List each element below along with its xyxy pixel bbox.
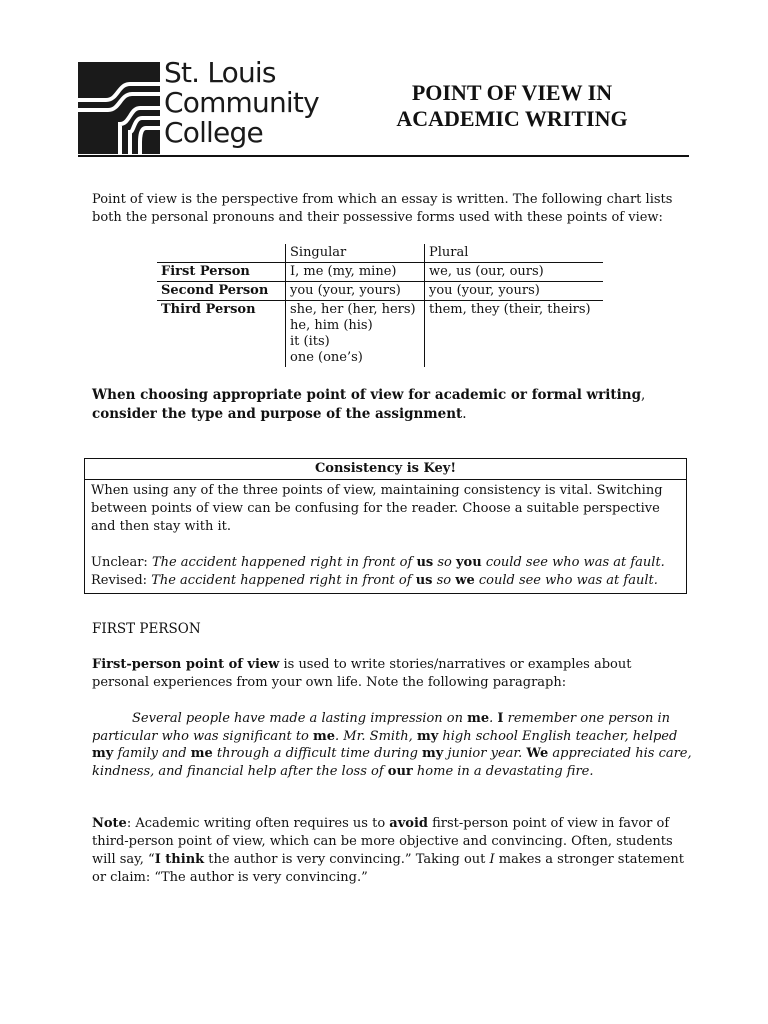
note-text: the author is very convincing.” Taking out bbox=[204, 852, 490, 867]
pronoun-line: one (one’s) bbox=[290, 350, 363, 365]
note-text: first-person point of view in favor of third-person point of view, which can be more objective and convincing. Often, students will say, “ bbox=[92, 816, 673, 867]
example-text: so bbox=[432, 573, 456, 588]
choosing-part-2: consider the type and purpose of the assignment bbox=[92, 406, 463, 422]
pronoun-line: he, him (his) bbox=[290, 318, 373, 333]
table-cell: them, they (their, theirs) bbox=[425, 301, 604, 368]
quote-text: appreciated his care, kindness, and financial help after the loss of bbox=[92, 746, 692, 779]
example-text: so bbox=[433, 555, 456, 570]
logo-line-2: Community bbox=[164, 86, 319, 119]
unclear-label: Unclear: bbox=[91, 555, 152, 570]
first-person-heading: FIRST PERSON bbox=[92, 621, 201, 637]
example-text: could see who was at fault. bbox=[474, 573, 658, 588]
table-row bbox=[157, 301, 603, 368]
intro-paragraph: Point of view is the perspective from which an essay is written. The following chart lists both the personal pronouns and their possessive forms used with these points of view: bbox=[92, 192, 673, 225]
table-cell: you (your, yours) bbox=[286, 282, 425, 301]
title-line-1: POINT OF VIEW IN bbox=[411, 80, 613, 105]
choosing-period: . bbox=[462, 406, 467, 422]
table-row bbox=[157, 282, 603, 301]
note-emphasis: avoid bbox=[389, 816, 428, 831]
consistency-box bbox=[84, 458, 687, 594]
note-text: makes a stronger statement or claim: “The author is very convincing.” bbox=[92, 852, 684, 885]
pronoun-line: it (its) bbox=[290, 334, 330, 349]
example-pronoun: us bbox=[415, 573, 433, 588]
quote-pronoun: my bbox=[92, 746, 114, 761]
table-cell: I, me (my, mine) bbox=[286, 263, 425, 282]
quote-pronoun: our bbox=[387, 763, 413, 779]
logo-line-3: College bbox=[164, 116, 263, 149]
quote-text: through a difficult time during bbox=[212, 746, 423, 761]
note-label: Note bbox=[92, 816, 127, 831]
table-header-cell: Singular bbox=[286, 244, 425, 263]
note-emphasis: I bbox=[489, 852, 495, 867]
table-header-row bbox=[157, 244, 603, 263]
quote-text: Several people have made a lasting impression on bbox=[132, 711, 468, 726]
table-row bbox=[157, 263, 603, 282]
table-cell: we, us (our, ours) bbox=[425, 263, 604, 282]
example-paragraph-text bbox=[92, 711, 692, 779]
consistency-body bbox=[85, 480, 686, 593]
quote-pronoun: We bbox=[526, 746, 549, 761]
spacer bbox=[91, 536, 680, 554]
example-pronoun: us bbox=[416, 555, 434, 570]
revised-label: Revised: bbox=[91, 573, 152, 588]
page-title bbox=[372, 80, 652, 132]
quote-text: home in a devastating fire. bbox=[412, 763, 594, 779]
note-paragraph bbox=[92, 815, 692, 887]
college-logo-mark-icon bbox=[78, 62, 160, 154]
row-label: Second Person bbox=[157, 282, 286, 301]
example-text: The accident happened right in front of bbox=[151, 573, 416, 588]
unclear-example bbox=[91, 554, 680, 572]
pronoun-line: she, her (her, hers) bbox=[290, 302, 416, 317]
title-line-2: ACADEMIC WRITING bbox=[396, 106, 628, 131]
note-emphasis: I think bbox=[154, 852, 205, 867]
example-pronoun: you bbox=[456, 555, 482, 570]
first-person-intro bbox=[92, 656, 692, 692]
college-logo-wordmark bbox=[164, 58, 319, 148]
example-paragraph bbox=[92, 710, 692, 780]
revised-example bbox=[91, 572, 680, 590]
row-label: Third Person bbox=[161, 302, 256, 317]
example-text: The accident happened right in front of bbox=[151, 555, 417, 570]
quote-text: high school English teacher, helped bbox=[438, 728, 678, 744]
quote-pronoun: my bbox=[416, 728, 439, 744]
example-text: could see who was at fault. bbox=[481, 555, 665, 570]
first-person-term: First-person point of view bbox=[92, 657, 280, 672]
note-text: : Academic writing often requires us to bbox=[126, 816, 390, 831]
quote-pronoun: me bbox=[190, 746, 213, 761]
consistency-text: When using any of the three points of view, maintaining consistency is vital. Switching between points of view can be confusing for the reader. Choose a suitable perspective and then stay with it. bbox=[91, 483, 663, 534]
pronoun-table-wrapper bbox=[157, 244, 603, 367]
quote-text: remember one person in particular who was significant to bbox=[92, 711, 671, 744]
quote-text: . bbox=[489, 711, 498, 726]
quote-text: junior year. bbox=[443, 746, 527, 761]
college-logo bbox=[78, 56, 319, 154]
table-header-cell: Plural bbox=[425, 244, 604, 263]
example-pronoun: we bbox=[455, 573, 475, 588]
pronoun-table bbox=[157, 244, 603, 367]
table-header-cell bbox=[157, 244, 286, 263]
row-label: First Person bbox=[157, 263, 286, 282]
quote-pronoun: my bbox=[422, 746, 444, 761]
quote-text: . Mr. Smith, bbox=[335, 728, 417, 744]
table-cell bbox=[286, 301, 425, 368]
choosing-part-1: When choosing appropriate point of view for academic or formal writing bbox=[92, 387, 642, 403]
logo-line-1: St. Louis bbox=[164, 56, 276, 89]
choosing-statement bbox=[92, 386, 692, 424]
first-person-intro-text: is used to write stories/narratives or examples about personal experiences from your own life. Note the following paragraph: bbox=[92, 657, 632, 690]
quote-pronoun: me bbox=[313, 728, 336, 744]
table-cell: you (your, yours) bbox=[425, 282, 604, 301]
quote-text: family and bbox=[113, 746, 191, 761]
consistency-heading: Consistency is Key! bbox=[85, 459, 686, 480]
choosing-comma: , bbox=[641, 387, 646, 403]
quote-pronoun: me bbox=[467, 711, 490, 726]
header-divider bbox=[78, 155, 689, 157]
quote-pronoun: I bbox=[497, 711, 504, 726]
